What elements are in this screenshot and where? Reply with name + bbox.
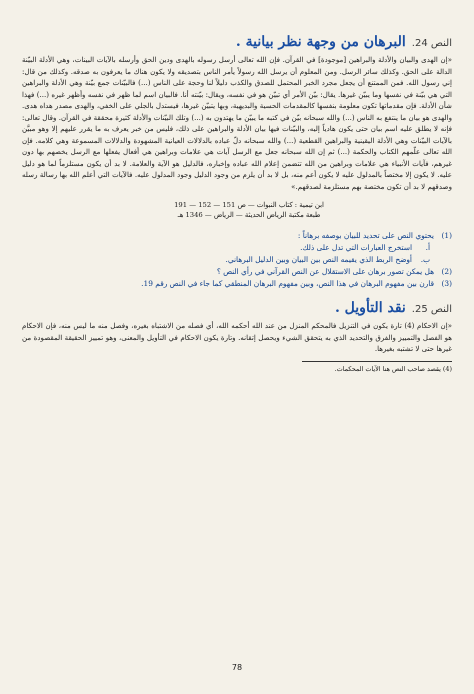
footnote: (4) يقصد صاحب النص هنا الآيات المحكمات. <box>334 364 452 373</box>
question-1-a: أ. استخرج العبارات التي تدل على ذلك. <box>300 243 430 252</box>
text-24-number: النص 24. <box>411 38 452 49</box>
source-citation: ابن تيمية : كتاب النبوات — ص 151 — 152 — 191 طبعة مكتبة الرياض الحديثة — الرياض — 1346 هـ <box>174 201 324 219</box>
text-25-heading <box>22 300 452 316</box>
question-1: (1) يحتوي النص على تحديد للبيان بوصفه برهاناً : <box>297 231 452 240</box>
questions-block <box>22 230 452 290</box>
page-number: 78 <box>231 663 243 672</box>
text-24-heading <box>22 34 452 50</box>
text-24-paragraph: «إن الهدى والبيان والأدلة والبراهين [موجودة] في القرآن. فإن الله تعالى أرسل رسوله بالهدى ودين الحق وأرسله بالآيات البينات، وهي الأدلة البيّنة الدالة على الحق. وكذلك سائر الرسل. ومن المعلوم أن يرسل الله رسولاً يأمر الناس بتصديقه ولا يكون هناك ما يعرفون به صدقه. وكذلك من قال: إني رسول الله. فمن الممتنع أن يجعل مجرد الخبر المحتمل للصدق والكذب دليلاً لنا وحجة على الناس (...) فالبيّنات جمع بيّنة وهي الأدلة والبراهين التي هي بيّنة في نفسها وما يبيّن غيرها. يقال: بيّن الأمر أي تبيّن هو في نفسه، ويقال: بيّنته أنا. فالبيان اسم لما ظهر في نفسه وأظهر غيره (...) فهذا شأن الأدلة. فإن مقدماتها تكون معلومة بنفسها كالمقدمات الحسية والبديهية، وبها يتبيّن غيرها، فيستدل بالجلي على الخفي، والهدى مصدر هداه هدى. والهدى هو بيان ما ينتفع به الناس (...) والله سبحانه بيّن في كتبه ما يبيّن ما يهتدون به (...) وتلك البيّنات والأدلة كثيرة محققة في القرآن. وقال تعالى: فإنه لا يطلق عليه اسم بيان حتى يكون هادياً إليه، والبيّنات فيها بيان الأدلة والبراهين على ذلك، فليس من خبر يعرف به ما يقرر عليهم إلا وهو مبيَّن بالآيات البيّنات وهي الأدلة اليقينية والبراهين القطعية (...) والله سبحانه دلّ عباده بالدلالات العيانية المشهودة والدلالات المسموعة وهي كلامه. فإن الله تعالى علّمهم الكتاب والحكمة (...) ثم إن الله سبحانه جعل مع الرسل آيات هي علامات وبراهين هي أفعال يفعلها مع الرسل يخصهم بها دون غيرهم، فآيات الأنبياء هي علامات وبراهين من الله تتضمن إعلام الله عباده وإخباره، فالدليل هو الآية والعلامة. لا بد أن يكون مستلزماً لما هو دليل عليه. لا يكون إلا مختصاً بالمدلول عليه لا يكون أعم منه، بل لا بد أن يلزم من وجود الدليل وجود المدلول عليه. فالآيات التي أعلم الله بها رسالة رسله وصدقهم لا بد أن تكون مختصة بهم مستلزمة لصدقهم.» <box>22 55 452 191</box>
footnote-divider <box>302 361 452 362</box>
question-2: (2) هل يمكن تصور برهان على الاستقلال عن النص القرآني في رأي النص ؟ <box>216 267 452 276</box>
text-25-paragraph: «إن الاحكام (4) تارة يكون في التنزيل فالمحكم المنزل من عند الله أحكمه الله، أي فصله من الاشتباه بغيره، وفصل منه ما ليس منه، فإن الاحكام هو الفصل والتمييز والفرق والتحديد الذي به يتحقق الشيء ويحصل إتقانه. وتارة يكون الاحكام في التأويل والمعنى، وهو تمييز الحقيقة المقصودة من غيرها حتى لا تشتبه بغيرها. <box>22 321 453 353</box>
text-25-number: النص 25. <box>411 304 452 315</box>
text-24-title: البرهان من وجهة نظر بيانية . <box>235 34 406 50</box>
text-25-title: نقد التأويل . <box>334 300 406 316</box>
question-1-b: ب. أوضح الربط الذي يقيمه النص بين البيان وبين الدليل البرهاني. <box>225 255 430 264</box>
question-3: (3) قارن بين مفهوم البرهان في هذا النص، وبين مفهوم البرهان المنطقي كما جاء في النص رقم 19. <box>141 279 452 288</box>
